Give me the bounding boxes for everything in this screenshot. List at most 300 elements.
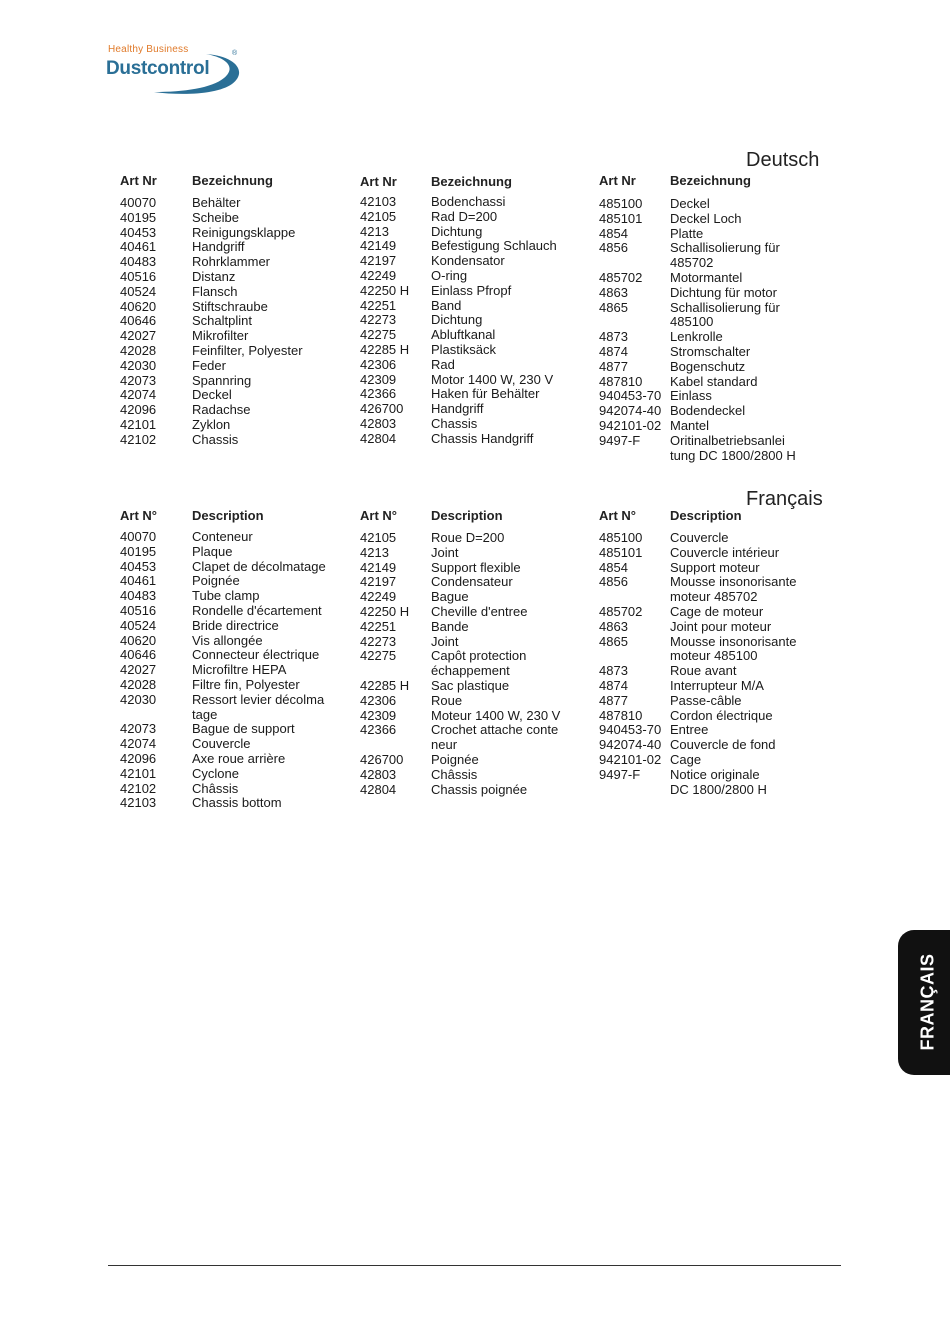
part-number: 4874 — [599, 343, 628, 359]
part-description: Bague — [431, 589, 469, 605]
part-description: Plaque — [192, 543, 233, 559]
part-description: Couvercle — [670, 530, 729, 545]
part-number: 42804 — [360, 781, 397, 797]
part-description: Flansch — [192, 283, 238, 299]
part-number: 4856 — [599, 574, 628, 590]
part-number: 40070 — [120, 195, 157, 210]
col-header-art-no: Art N° — [120, 508, 157, 523]
part-row — [120, 678, 345, 693]
part-description: Handgriff — [431, 401, 484, 417]
part-row — [120, 752, 345, 767]
part-number: 42030 — [120, 691, 157, 707]
part-number: 940453-70 — [599, 722, 662, 738]
part-number: 942074-40 — [599, 737, 662, 753]
part-description: Rohrklammer — [192, 254, 271, 270]
col-header-art-nr: Art Nr — [599, 173, 636, 188]
part-number: 42273 — [360, 312, 397, 328]
part-description: Couvercle intérieur — [670, 544, 780, 560]
part-row — [599, 738, 829, 753]
part-row — [120, 388, 345, 403]
part-description: Mousse insonorisante moteur 485702 — [670, 574, 797, 605]
part-number: 487810 — [599, 707, 643, 723]
part-row — [599, 635, 829, 665]
part-description: Tube clamp — [192, 588, 260, 604]
part-number: 485101 — [599, 544, 643, 560]
part-number: 42096 — [120, 750, 157, 766]
part-description: Joint — [431, 633, 459, 649]
part-number: 4856 — [599, 240, 628, 256]
part-description: Axe roue arrière — [192, 750, 286, 766]
part-description: Kabel standard — [670, 373, 758, 389]
part-number: 40516 — [120, 602, 157, 618]
part-description: Rad — [431, 356, 455, 372]
col-header-art-no: Art N° — [360, 508, 397, 523]
part-number: 40461 — [120, 239, 157, 255]
part-row — [120, 530, 345, 545]
col-header-bezeichnung: Bezeichnung — [670, 173, 751, 188]
part-number: 42096 — [120, 402, 157, 418]
part-row — [599, 709, 829, 724]
part-description: Bodendeckel — [670, 403, 746, 419]
part-number: 42803 — [360, 766, 397, 782]
part-number: 42101 — [120, 416, 157, 432]
section-title-francais: Français — [746, 488, 823, 510]
part-row — [599, 605, 829, 620]
part-description: Zyklon — [192, 416, 231, 432]
part-row — [360, 269, 580, 284]
part-number: 42101 — [120, 765, 157, 781]
parts-list-fr-col3 — [599, 531, 829, 797]
part-row — [120, 344, 345, 359]
part-description: Capôt protection échappement — [431, 648, 527, 679]
part-number: 42105 — [360, 208, 397, 224]
part-number: 42103 — [360, 194, 397, 209]
part-number: 9497-F — [599, 766, 641, 782]
part-number: 40453 — [120, 224, 157, 240]
part-row — [120, 782, 345, 797]
part-row — [120, 314, 345, 329]
part-row — [599, 620, 829, 635]
part-number: 4877 — [599, 358, 628, 374]
part-description: Chassis — [431, 415, 478, 431]
part-row — [360, 768, 580, 783]
part-row — [120, 722, 345, 737]
part-description: Cage — [670, 751, 702, 767]
part-number: 4854 — [599, 225, 628, 241]
part-row — [120, 737, 345, 752]
part-row — [120, 693, 345, 723]
part-number: 485100 — [599, 530, 643, 545]
part-row — [360, 723, 580, 753]
part-description: Einlass Pfropf — [431, 282, 512, 298]
part-description: Behälter — [192, 195, 241, 210]
part-number: 40070 — [120, 529, 157, 544]
col-header-art-no: Art N° — [599, 508, 636, 523]
part-number: 40483 — [120, 254, 157, 270]
part-row — [599, 575, 829, 605]
part-row — [120, 634, 345, 649]
part-description: Crochet attache conte neur — [431, 722, 559, 753]
part-number: 42803 — [360, 415, 397, 431]
part-row — [599, 212, 829, 227]
part-number: 40524 — [120, 283, 157, 299]
part-row — [120, 329, 345, 344]
part-number: 42102 — [120, 431, 157, 447]
part-row — [599, 434, 829, 464]
part-description: Befestigung Schlauch — [431, 238, 557, 254]
part-description: Filtre fin, Polyester — [192, 676, 300, 692]
part-number: 42306 — [360, 356, 397, 372]
part-number: 4874 — [599, 677, 628, 693]
part-number: 42105 — [360, 530, 397, 545]
part-description: Poignée — [431, 751, 479, 767]
part-description: Distanz — [192, 268, 236, 284]
part-row — [360, 239, 580, 254]
part-row — [360, 313, 580, 328]
part-number: 9497-F — [599, 432, 641, 448]
part-number: 4863 — [599, 618, 628, 634]
part-description: Bodenchassi — [431, 194, 506, 209]
part-description: Bogenschutz — [670, 358, 746, 374]
part-row — [599, 723, 829, 738]
col-header-bezeichnung: Bezeichnung — [431, 174, 512, 189]
part-row — [120, 604, 345, 619]
parts-list-de-col3 — [599, 197, 829, 463]
part-row — [120, 240, 345, 255]
part-number: 42285 H — [360, 341, 410, 357]
part-row — [599, 404, 829, 419]
part-row — [120, 767, 345, 782]
part-number: 42366 — [360, 386, 397, 402]
part-number: 42027 — [120, 662, 157, 678]
part-number: 42028 — [120, 676, 157, 692]
part-description: Reinigungsklappe — [192, 224, 296, 240]
part-number: 942101-02 — [599, 751, 662, 767]
part-description: Handgriff — [192, 239, 245, 255]
part-number: 487810 — [599, 373, 643, 389]
part-row — [599, 561, 829, 576]
part-number: 40195 — [120, 209, 157, 225]
part-row — [120, 545, 345, 560]
part-row — [360, 225, 580, 240]
part-description: Schallisolierung für 485702 — [670, 240, 780, 271]
col-header-art-nr: Art Nr — [360, 174, 397, 189]
part-row — [360, 195, 580, 210]
part-row — [120, 374, 345, 389]
part-description: Abluftkanal — [431, 327, 496, 343]
part-number: 42197 — [360, 574, 397, 590]
part-row — [599, 241, 829, 271]
part-number: 40524 — [120, 617, 157, 633]
part-description: Lenkrolle — [670, 329, 723, 345]
part-description: Spannring — [192, 372, 252, 388]
part-row — [360, 753, 580, 768]
registered-mark: ® — [232, 50, 238, 57]
part-number: 42149 — [360, 238, 397, 254]
part-row — [360, 417, 580, 432]
footer-divider — [108, 1265, 841, 1266]
part-description: Band — [431, 297, 462, 313]
part-number: 4854 — [599, 559, 628, 575]
part-row — [599, 286, 829, 301]
part-description: Chassis bottom — [192, 795, 282, 811]
part-description: Mousse insonorisante moteur 485100 — [670, 633, 797, 664]
parts-list-fr-col1 — [120, 530, 345, 811]
part-description: Châssis — [431, 766, 478, 782]
part-number: 42197 — [360, 253, 397, 269]
part-description: Einlass — [670, 388, 712, 404]
part-row — [599, 271, 829, 286]
part-row — [599, 227, 829, 242]
part-number: 485702 — [599, 603, 643, 619]
part-description: O-ring — [431, 267, 468, 283]
part-number: 42073 — [120, 721, 157, 737]
part-row — [599, 389, 829, 404]
language-tab-francais[interactable] — [898, 930, 950, 1075]
part-row — [360, 546, 580, 561]
part-number: 4873 — [599, 663, 628, 679]
part-row — [599, 679, 829, 694]
part-description: Motormantel — [670, 269, 743, 285]
part-row — [599, 345, 829, 360]
part-description: Support moteur — [670, 559, 760, 575]
part-number: 42102 — [120, 780, 157, 796]
part-number: 42103 — [120, 795, 157, 811]
part-description: Sac plastique — [431, 677, 510, 693]
part-row — [360, 709, 580, 724]
part-row — [360, 649, 580, 679]
part-number: 42306 — [360, 692, 397, 708]
part-number: 4877 — [599, 692, 628, 708]
part-row — [360, 694, 580, 709]
part-description: Mantel — [670, 417, 710, 433]
part-number: 42249 — [360, 267, 397, 283]
part-description: Haken für Behälter — [431, 386, 540, 402]
section-title-deutsch: Deutsch — [746, 149, 820, 171]
part-number: 42309 — [360, 707, 397, 723]
part-description: Dichtung — [431, 312, 483, 328]
part-row — [360, 343, 580, 358]
part-description: Cheville d'entree — [431, 603, 528, 619]
part-row — [599, 360, 829, 375]
part-number: 40620 — [120, 298, 157, 314]
part-description: Notice originale DC 1800/2800 H — [670, 766, 767, 797]
parts-list-fr-col2 — [360, 531, 580, 797]
part-number: 42273 — [360, 633, 397, 649]
part-row — [120, 300, 345, 315]
part-number: 42366 — [360, 722, 397, 738]
part-description: Ressort levier décolma tage — [192, 691, 325, 722]
part-row — [120, 196, 345, 211]
part-description: Vis allongée — [192, 632, 263, 648]
part-description: Support flexible — [431, 559, 521, 575]
col-header-description: Description — [670, 508, 742, 523]
part-row — [120, 403, 345, 418]
language-tab-label: FRANÇAIS — [917, 953, 938, 1051]
part-description: Deckel — [192, 387, 232, 403]
col-header-description: Description — [192, 508, 264, 523]
part-row — [360, 387, 580, 402]
part-row — [360, 402, 580, 417]
part-description: Roue D=200 — [431, 530, 505, 545]
part-row — [360, 605, 580, 620]
part-row — [120, 285, 345, 300]
part-description: Stromschalter — [670, 343, 751, 359]
part-number: 40453 — [120, 558, 157, 574]
part-row — [599, 546, 829, 561]
part-number: 42250 H — [360, 282, 410, 298]
part-row — [360, 783, 580, 798]
part-number: 940453-70 — [599, 388, 662, 404]
part-description: Scheibe — [192, 209, 239, 225]
part-row — [120, 270, 345, 285]
part-description: Chassis Handgriff — [431, 430, 534, 446]
part-description: Plastiksäck — [431, 341, 497, 357]
col-header-bezeichnung: Bezeichnung — [192, 173, 273, 188]
part-number: 42027 — [120, 328, 157, 344]
part-description: Moteur 1400 W, 230 V — [431, 707, 561, 723]
part-row — [360, 561, 580, 576]
part-row — [120, 648, 345, 663]
part-number: 42250 H — [360, 603, 410, 619]
part-description: Châssis — [192, 780, 239, 796]
part-number: 42285 H — [360, 677, 410, 693]
part-row — [360, 635, 580, 650]
part-number: 485101 — [599, 210, 643, 226]
part-row — [120, 211, 345, 226]
part-number: 485702 — [599, 269, 643, 285]
part-row — [360, 284, 580, 299]
part-description: Rad D=200 — [431, 208, 498, 224]
part-row — [599, 753, 829, 768]
part-description: Motor 1400 W, 230 V — [431, 371, 554, 387]
part-number: 40620 — [120, 632, 157, 648]
part-description: Interrupteur M/A — [670, 677, 764, 693]
part-description: Kondensator — [431, 253, 505, 269]
part-description: Connecteur électrique — [192, 647, 320, 663]
part-description: Deckel — [670, 196, 710, 211]
part-description: Conteneur — [192, 529, 253, 544]
part-number: 485100 — [599, 196, 643, 211]
part-row — [120, 619, 345, 634]
parts-list-de-col1 — [120, 196, 345, 448]
part-number: 40516 — [120, 268, 157, 284]
part-row — [360, 590, 580, 605]
part-description: Couvercle — [192, 736, 251, 752]
part-number: 426700 — [360, 401, 404, 417]
part-number: 42804 — [360, 430, 397, 446]
part-row — [120, 255, 345, 270]
part-number: 42275 — [360, 327, 397, 343]
part-row — [360, 210, 580, 225]
part-description: Bride directrice — [192, 617, 279, 633]
part-description: Chassis poignée — [431, 781, 528, 797]
part-row — [120, 226, 345, 241]
part-row — [599, 197, 829, 212]
part-row — [360, 432, 580, 447]
part-row — [360, 328, 580, 343]
part-description: Cyclone — [192, 765, 239, 781]
part-number: 42028 — [120, 342, 157, 358]
part-row — [599, 694, 829, 709]
part-row — [360, 620, 580, 635]
part-row — [599, 301, 829, 331]
part-description: Chassis — [192, 431, 239, 447]
part-description: Dichtung — [431, 223, 483, 239]
part-number: 40195 — [120, 543, 157, 559]
part-description: Condensateur — [431, 574, 513, 590]
part-number: 4863 — [599, 284, 628, 300]
logo-wordmark: Dustcontrol — [106, 58, 210, 79]
part-number: 4865 — [599, 633, 628, 649]
part-row — [599, 419, 829, 434]
part-number: 42073 — [120, 372, 157, 388]
part-row — [360, 358, 580, 373]
part-row — [360, 575, 580, 590]
part-description: Cordon électrique — [670, 707, 773, 723]
part-number: 4213 — [360, 223, 389, 239]
part-number: 942101-02 — [599, 417, 662, 433]
part-row — [120, 418, 345, 433]
part-description: Joint — [431, 544, 459, 560]
part-description: Platte — [670, 225, 704, 241]
part-row — [120, 796, 345, 811]
part-description: Bande — [431, 618, 469, 634]
part-row — [599, 768, 829, 798]
part-row — [360, 531, 580, 546]
part-number: 42309 — [360, 371, 397, 387]
part-number: 40461 — [120, 573, 157, 589]
part-row — [120, 359, 345, 374]
part-number: 42275 — [360, 648, 397, 664]
part-row — [120, 574, 345, 589]
part-row — [599, 375, 829, 390]
part-description: Bague de support — [192, 721, 295, 737]
part-number: 426700 — [360, 751, 404, 767]
part-row — [120, 663, 345, 678]
part-row — [360, 373, 580, 388]
part-number: 42251 — [360, 618, 397, 634]
part-description: Oritinalbetriebsanlei tung DC 1800/2800 H — [670, 432, 796, 463]
part-description: Poignée — [192, 573, 240, 589]
part-description: Passe-câble — [670, 692, 742, 708]
part-description: Dichtung für motor — [670, 284, 777, 300]
part-row — [599, 330, 829, 345]
part-description: Radachse — [192, 402, 251, 418]
part-number: 4213 — [360, 544, 389, 560]
part-description: Roue avant — [670, 663, 737, 679]
part-number: 42074 — [120, 387, 157, 403]
part-number: 942074-40 — [599, 403, 662, 419]
part-number: 40646 — [120, 647, 157, 663]
part-description: Schaltplint — [192, 313, 252, 329]
part-row — [360, 254, 580, 269]
part-description: Deckel Loch — [670, 210, 742, 226]
part-row — [360, 679, 580, 694]
part-description: Microfiltre HEPA — [192, 662, 287, 678]
col-header-description: Description — [431, 508, 503, 523]
part-description: Rondelle d'écartement — [192, 602, 322, 618]
part-row — [120, 560, 345, 575]
part-row — [120, 433, 345, 448]
part-number: 42251 — [360, 297, 397, 313]
part-description: Stiftschraube — [192, 298, 268, 314]
part-description: Cage de moteur — [670, 603, 764, 619]
col-header-art-nr: Art Nr — [120, 173, 157, 188]
parts-list-de-col2 — [360, 195, 580, 447]
part-description: Roue — [431, 692, 463, 708]
part-number: 42249 — [360, 589, 397, 605]
